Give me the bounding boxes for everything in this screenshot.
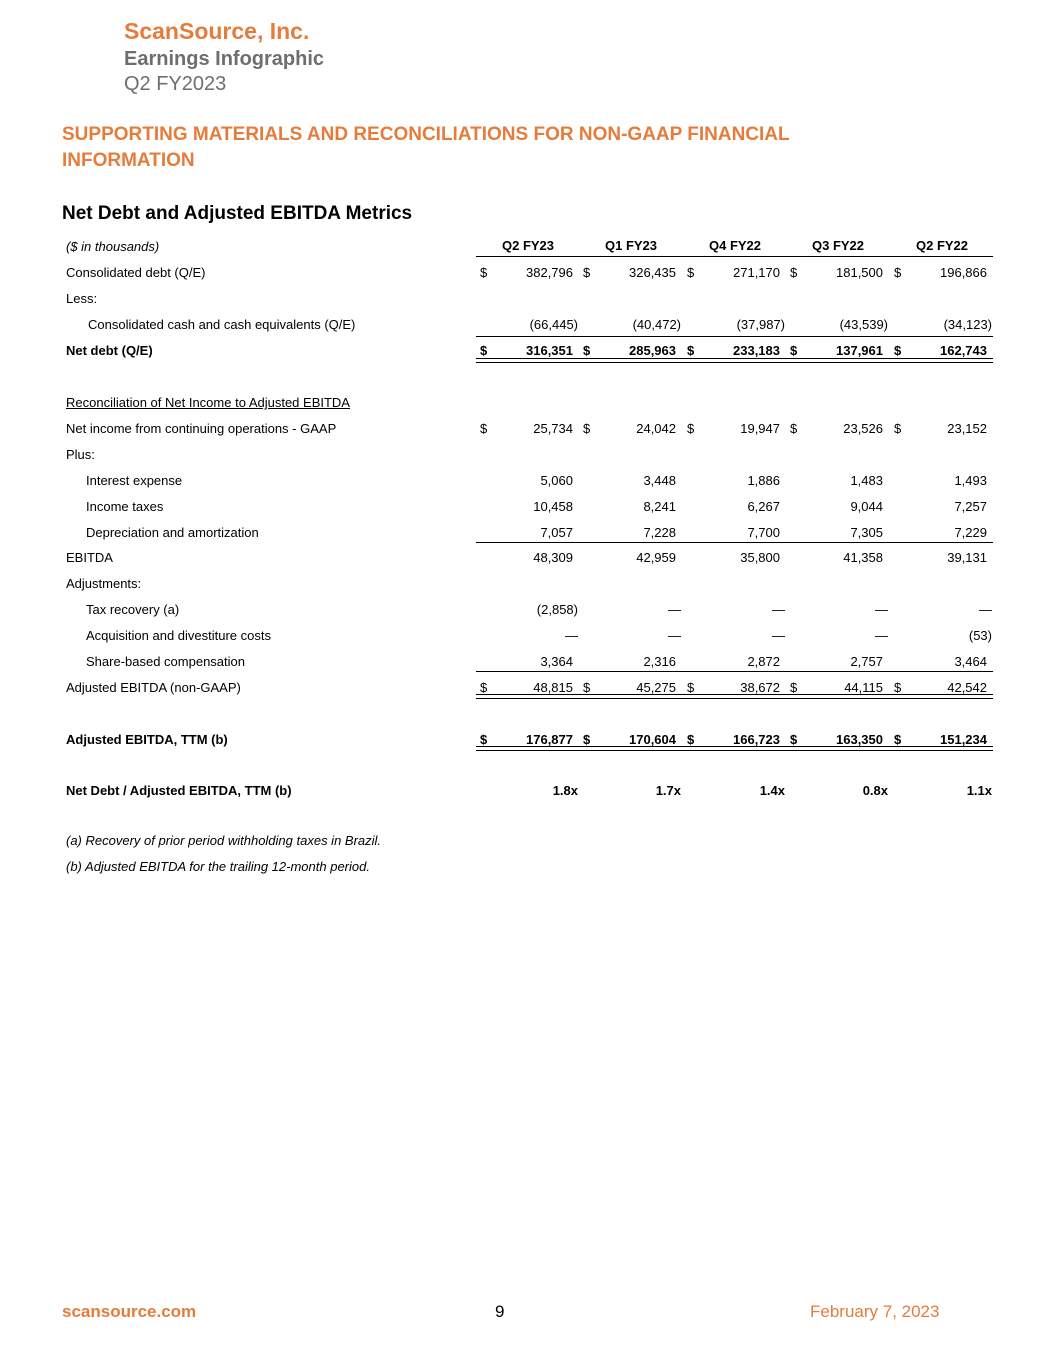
- table-cell: [790, 264, 888, 282]
- cell-value: 137,961: [836, 343, 883, 358]
- cell-value: (37,987): [736, 317, 785, 332]
- table-cell: [894, 420, 992, 438]
- cell-value: 48,815: [533, 680, 573, 695]
- row-label: Depreciation and amortization: [86, 525, 259, 540]
- row-label: Net income from continuing operations - GAAP: [66, 421, 337, 436]
- cell-value: 1,493: [954, 473, 987, 488]
- currency-symbol: $: [687, 680, 695, 695]
- footnote-a: (a) Recovery of prior period withholding taxes in Brazil.: [66, 833, 382, 848]
- cell-value: 1,483: [850, 473, 883, 488]
- cell-value: —: [565, 628, 578, 643]
- currency-symbol: $: [583, 732, 591, 747]
- row-label: Plus:: [66, 447, 95, 462]
- table-cell: [480, 264, 578, 282]
- cell-value: (34,123): [943, 317, 992, 332]
- cell-value: 285,963: [629, 343, 676, 358]
- table-cell: [687, 653, 785, 671]
- table-cell: [790, 498, 888, 516]
- row-label: Income taxes: [86, 499, 164, 514]
- currency-symbol: $: [687, 265, 695, 280]
- table-cell: [790, 524, 888, 542]
- cell-value: 181,500: [836, 265, 883, 280]
- cell-value: (66,445): [529, 317, 578, 332]
- table-row: [66, 316, 993, 334]
- table-cell: [894, 549, 992, 567]
- cell-value: 7,057: [540, 525, 573, 540]
- cell-value: 24,042: [636, 421, 676, 436]
- table-cell: [583, 627, 681, 645]
- cell-value: —: [875, 602, 888, 617]
- currency-symbol: $: [790, 680, 798, 695]
- fiscal-period: Q2 FY2023: [124, 73, 227, 95]
- table-row: [66, 446, 993, 464]
- header-rule: [476, 256, 993, 257]
- website-link[interactable]: scansource.com: [62, 1302, 197, 1321]
- currency-symbol: $: [687, 343, 695, 358]
- table-title: Net Debt and Adjusted EBITDA Metrics: [62, 203, 413, 224]
- table-cell: [480, 627, 578, 645]
- cell-value: 6,267: [747, 499, 780, 514]
- table-cell: [687, 782, 785, 800]
- table-cell: [687, 498, 785, 516]
- cell-value: 1.4x: [759, 783, 785, 798]
- cell-value: 0.8x: [862, 783, 888, 798]
- section-title: SUPPORTING MATERIALS AND RECONCILIATIONS FOR NON-GAAP FINANCIAL INFORMATION: [62, 124, 790, 171]
- table-cell: [583, 498, 681, 516]
- table-cell: [894, 627, 992, 645]
- row-label: Reconciliation of Net Income to Adjusted EBITDA: [66, 395, 350, 410]
- cell-value: 7,700: [747, 525, 780, 540]
- cell-value: 316,351: [526, 343, 573, 358]
- cell-value: 382,796: [526, 265, 573, 280]
- row-label: Interest expense: [86, 473, 183, 488]
- cell-value: 8,241: [643, 499, 676, 514]
- cell-value: 271,170: [733, 265, 780, 280]
- table-cell: [687, 472, 785, 490]
- company-name: ScanSource, Inc.: [124, 18, 310, 44]
- cell-value: 19,947: [740, 421, 780, 436]
- table-row: [66, 420, 993, 438]
- document-subtitle: Earnings Infographic: [124, 48, 325, 70]
- table-cell: [894, 316, 992, 334]
- table-cell: [583, 549, 681, 567]
- currency-symbol: $: [583, 680, 591, 695]
- table-cell: [790, 782, 888, 800]
- cell-value: —: [772, 628, 785, 643]
- cell-value: 7,257: [954, 499, 987, 514]
- cell-value: 5,060: [540, 473, 573, 488]
- cell-value: —: [772, 602, 785, 617]
- table-cell: [583, 601, 681, 619]
- cell-value: 48,309: [533, 550, 573, 565]
- table-cell: [480, 498, 578, 516]
- currency-symbol: $: [687, 421, 695, 436]
- table-cell: [480, 601, 578, 619]
- row-label: Net Debt / Adjusted EBITDA, TTM (b): [66, 783, 292, 798]
- table-cell: [687, 420, 785, 438]
- table-cell: [790, 601, 888, 619]
- table-row: [66, 601, 993, 619]
- currency-symbol: $: [480, 732, 488, 747]
- cell-value: 163,350: [836, 732, 883, 747]
- currency-symbol: $: [894, 732, 902, 747]
- table-cell: [583, 420, 681, 438]
- cell-value: (2,858): [536, 602, 578, 617]
- cell-value: 1.1x: [966, 783, 992, 798]
- table-cell: [480, 316, 578, 334]
- table-cell: [480, 420, 578, 438]
- subtotal-rule: [476, 336, 993, 337]
- table-row: [66, 627, 993, 645]
- currency-symbol: $: [480, 680, 488, 695]
- table-cell: [480, 524, 578, 542]
- table-row: [66, 498, 993, 516]
- table-cell: [583, 316, 681, 334]
- table-cell: [894, 472, 992, 490]
- row-label: Consolidated cash and cash equivalents (Q/E): [88, 317, 356, 332]
- table-cell: [894, 782, 992, 800]
- row-label: Consolidated debt (Q/E): [66, 265, 206, 280]
- row-label: EBITDA: [66, 550, 113, 565]
- currency-symbol: $: [687, 732, 695, 747]
- cell-value: 170,604: [629, 732, 676, 747]
- table-cell: [583, 472, 681, 490]
- cell-value: 2,757: [850, 654, 883, 669]
- cell-value: 233,183: [733, 343, 780, 358]
- table-row: [66, 394, 993, 412]
- currency-symbol: $: [894, 421, 902, 436]
- table-row: [66, 290, 993, 308]
- column-header: Q2 FY23: [501, 238, 555, 253]
- table-row: [66, 472, 993, 490]
- table-cell: [790, 472, 888, 490]
- table-cell: [790, 549, 888, 567]
- cell-value: 38,672: [740, 680, 780, 695]
- row-label: Share-based compensation: [86, 654, 245, 669]
- currency-symbol: $: [583, 421, 591, 436]
- total-double-rule: [476, 358, 993, 363]
- column-header: Q4 FY22: [708, 238, 762, 253]
- column-header: Q1 FY23: [604, 238, 658, 253]
- table-cell: [687, 524, 785, 542]
- cell-value: 196,866: [940, 265, 987, 280]
- table-cell: [687, 627, 785, 645]
- table-row: [66, 782, 993, 800]
- table-cell: [583, 782, 681, 800]
- cell-value: 23,526: [843, 421, 883, 436]
- currency-symbol: $: [790, 343, 798, 358]
- currency-symbol: $: [790, 421, 798, 436]
- currency-symbol: $: [583, 265, 591, 280]
- table-cell: [790, 653, 888, 671]
- column-header: Q3 FY22: [811, 238, 865, 253]
- subtotal-rule: [476, 671, 993, 672]
- table-row: [66, 549, 993, 567]
- cell-value: 3,364: [540, 654, 573, 669]
- cell-value: 45,275: [636, 680, 676, 695]
- table-row: [66, 653, 993, 671]
- table-row: [66, 264, 993, 282]
- cell-value: 176,877: [526, 732, 573, 747]
- page-number: 9: [495, 1302, 505, 1321]
- subtotal-rule: [476, 542, 993, 543]
- cell-value: 1.8x: [552, 783, 578, 798]
- table-row: [66, 575, 993, 593]
- table-cell: [687, 264, 785, 282]
- table-cell: [480, 782, 578, 800]
- currency-symbol: $: [894, 265, 902, 280]
- cell-value: 3,464: [954, 654, 987, 669]
- cell-value: 166,723: [733, 732, 780, 747]
- table-row: [66, 524, 993, 542]
- table-cell: [790, 316, 888, 334]
- cell-value: 2,872: [747, 654, 780, 669]
- footnote-b: (b) Adjusted EBITDA for the trailing 12-month period.: [66, 859, 370, 874]
- table-cell: [894, 264, 992, 282]
- table-cell: [480, 653, 578, 671]
- report-date: February 7, 2023: [810, 1302, 940, 1321]
- table-cell: [583, 653, 681, 671]
- cell-value: 41,358: [843, 550, 883, 565]
- table-cell: [583, 264, 681, 282]
- cell-value: 23,152: [947, 421, 987, 436]
- table-cell: [894, 601, 992, 619]
- table-cell: [790, 627, 888, 645]
- row-label: Less:: [66, 291, 98, 306]
- cell-value: —: [668, 602, 681, 617]
- cell-value: 44,115: [844, 680, 883, 695]
- table-cell: [480, 549, 578, 567]
- currency-symbol: $: [583, 343, 591, 358]
- currency-symbol: $: [480, 265, 488, 280]
- cell-value: 25,734: [533, 421, 573, 436]
- currency-symbol: $: [480, 421, 488, 436]
- table-cell: [687, 316, 785, 334]
- cell-value: —: [979, 602, 992, 617]
- table-cell: [687, 601, 785, 619]
- cell-value: 42,542: [947, 680, 987, 695]
- cell-value: (40,472): [632, 317, 681, 332]
- total-double-rule: [476, 694, 993, 699]
- table-cell: [480, 472, 578, 490]
- cell-value: 9,044: [850, 499, 883, 514]
- currency-symbol: $: [790, 732, 798, 747]
- cell-value: 39,131: [947, 550, 987, 565]
- table-cell: [894, 653, 992, 671]
- table-cell: [583, 524, 681, 542]
- cell-value: 162,743: [940, 343, 987, 358]
- currency-symbol: $: [894, 680, 902, 695]
- table-cell: [790, 420, 888, 438]
- cell-value: 1.7x: [655, 783, 681, 798]
- cell-value: 35,800: [740, 550, 780, 565]
- row-label: Adjustments:: [66, 576, 142, 591]
- cell-value: 3,448: [643, 473, 676, 488]
- cell-value: 2,316: [643, 654, 676, 669]
- row-label: Net debt (Q/E): [66, 343, 153, 358]
- currency-symbol: $: [894, 343, 902, 358]
- row-label: Adjusted EBITDA, TTM (b): [66, 732, 228, 747]
- cell-value: (43,539): [839, 317, 888, 332]
- row-label: Acquisition and divestiture costs: [86, 628, 271, 643]
- cell-value: 42,959: [636, 550, 676, 565]
- cell-value: (53): [968, 628, 992, 643]
- currency-symbol: $: [480, 343, 488, 358]
- cell-value: —: [668, 628, 681, 643]
- cell-value: 7,229: [954, 525, 987, 540]
- row-label: Tax recovery (a): [86, 602, 180, 617]
- table-cell: [894, 524, 992, 542]
- row-label: Adjusted EBITDA (non-GAAP): [66, 680, 241, 695]
- table-cell: [687, 549, 785, 567]
- cell-value: 7,305: [850, 525, 883, 540]
- cell-value: 7,228: [643, 525, 676, 540]
- cell-value: 326,435: [629, 265, 676, 280]
- cell-value: 151,234: [940, 732, 987, 747]
- total-double-rule: [476, 746, 993, 751]
- table-cell: [894, 498, 992, 516]
- cell-value: 1,886: [747, 473, 780, 488]
- currency-symbol: $: [790, 265, 798, 280]
- column-header: Q2 FY22: [915, 238, 969, 253]
- cell-value: —: [875, 628, 888, 643]
- cell-value: 10,458: [533, 499, 573, 514]
- units-label: ($ in thousands): [66, 239, 160, 254]
